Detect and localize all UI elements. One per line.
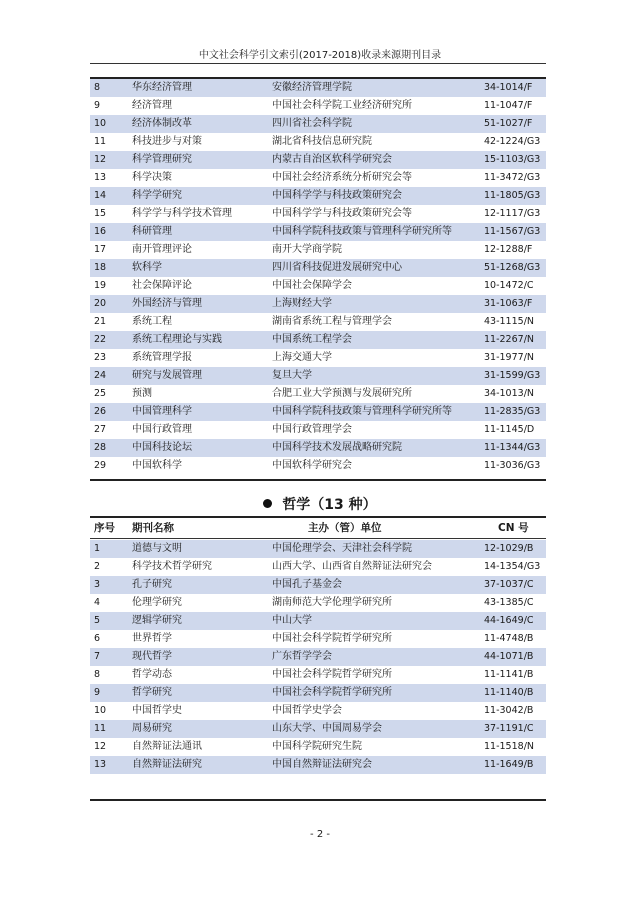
- row-number: 8: [90, 666, 128, 684]
- sponsor-unit: 上海财经大学: [268, 295, 480, 313]
- cn-number: 11-1344/G3: [480, 439, 546, 457]
- sponsor-unit: 山西大学、山西省自然辩证法研究会: [268, 558, 480, 576]
- table-row: [90, 187, 546, 205]
- journal-name: 科技进步与对策: [128, 133, 268, 151]
- table-row: [90, 666, 546, 684]
- journal-name: 中国行政管理: [128, 421, 268, 439]
- row-number: 20: [90, 295, 128, 313]
- cn-number: 11-1649/B: [480, 756, 546, 774]
- table-row: [90, 594, 546, 612]
- sponsor-unit: 复旦大学: [268, 367, 480, 385]
- table-row: [90, 421, 546, 439]
- sponsor-unit: 四川省科技促进发展研究中心: [268, 259, 480, 277]
- cn-number: 11-1805/G3: [480, 187, 546, 205]
- journal-name: 科学决策: [128, 169, 268, 187]
- page-number: - 2 -: [310, 829, 330, 840]
- row-number: 28: [90, 439, 128, 457]
- table-row: [90, 241, 546, 259]
- journal-name: 中国科技论坛: [128, 439, 268, 457]
- row-number: 26: [90, 403, 128, 421]
- journal-name: 经济体制改革: [128, 115, 268, 133]
- journal-name: 哲学研究: [128, 684, 268, 702]
- sponsor-unit: 中国社会科学院哲学研究所: [268, 666, 480, 684]
- cn-number: 34-1013/N: [480, 385, 546, 403]
- journal-name: 自然辩证法通讯: [128, 738, 268, 756]
- cn-number: 44-1649/C: [480, 612, 546, 630]
- row-number: 19: [90, 277, 128, 295]
- table1-bottom-rule: [90, 479, 546, 481]
- table-row: [90, 313, 546, 331]
- journal-table-philosophy: [90, 540, 546, 774]
- sponsor-unit: 中国科学学与科技政策研究会: [268, 187, 480, 205]
- table1-body: [90, 79, 546, 475]
- cn-number: 10-1472/C: [480, 277, 546, 295]
- sponsor-unit: 中国孔子基金会: [268, 576, 480, 594]
- table2-header: [90, 518, 546, 538]
- table-row: [90, 259, 546, 277]
- cn-number: 31-1063/F: [480, 295, 546, 313]
- table-row: [90, 205, 546, 223]
- sponsor-unit: 中国科学院科技政策与管理科学研究所等: [268, 403, 480, 421]
- journal-name: 系统工程: [128, 313, 268, 331]
- journal-name: 科学学研究: [128, 187, 268, 205]
- row-number: 17: [90, 241, 128, 259]
- sponsor-unit: 湖南省系统工程与管理学会: [268, 313, 480, 331]
- table-row: [90, 684, 546, 702]
- header-no: 序号: [90, 518, 128, 538]
- row-number: 13: [90, 756, 128, 774]
- row-number: 18: [90, 259, 128, 277]
- table-row: [90, 756, 546, 774]
- table-row: [90, 367, 546, 385]
- cn-number: 11-3042/B: [480, 702, 546, 720]
- row-number: 15: [90, 205, 128, 223]
- sponsor-unit: 内蒙古自治区软科学研究会: [268, 151, 480, 169]
- section-title-text: 哲学（13 种）: [282, 497, 377, 513]
- cn-number: 51-1268/G3: [480, 259, 546, 277]
- sponsor-unit: 湖南师范大学伦理学研究所: [268, 594, 480, 612]
- row-number: 27: [90, 421, 128, 439]
- sponsor-unit: 中国科学学与科技政策研究会等: [268, 205, 480, 223]
- cn-number: 11-1141/B: [480, 666, 546, 684]
- journal-name: 逻辑学研究: [128, 612, 268, 630]
- journal-name: 系统管理学报: [128, 349, 268, 367]
- cn-number: 11-3472/G3: [480, 169, 546, 187]
- table2-bottom-rule: [90, 799, 546, 801]
- cn-number: 11-2267/N: [480, 331, 546, 349]
- cn-number: 11-1047/F: [480, 97, 546, 115]
- table-row: [90, 558, 546, 576]
- cn-number: 11-4748/B: [480, 630, 546, 648]
- sponsor-unit: 中国伦理学会、天津社会科学院: [268, 540, 480, 558]
- header-sponsor: 主办（管）单位: [268, 518, 480, 538]
- cn-number: 51-1027/F: [480, 115, 546, 133]
- journal-name: 道德与文明: [128, 540, 268, 558]
- sponsor-unit: 南开大学商学院: [268, 241, 480, 259]
- row-number: 4: [90, 594, 128, 612]
- table-row: [90, 79, 546, 97]
- sponsor-unit: 山东大学、中国周易学会: [268, 720, 480, 738]
- row-number: 2: [90, 558, 128, 576]
- cn-number: 11-3036/G3: [480, 457, 546, 475]
- journal-name: 世界哲学: [128, 630, 268, 648]
- row-number: 24: [90, 367, 128, 385]
- journal-name: 研究与发展管理: [128, 367, 268, 385]
- row-number: 12: [90, 738, 128, 756]
- row-number: 9: [90, 684, 128, 702]
- table-row: [90, 439, 546, 457]
- cn-number: 15-1103/G3: [480, 151, 546, 169]
- table-row: [90, 720, 546, 738]
- table2-body: [90, 540, 546, 774]
- row-number: 25: [90, 385, 128, 403]
- row-number: 5: [90, 612, 128, 630]
- table-row: [90, 115, 546, 133]
- journal-name: 科学技术哲学研究: [128, 558, 268, 576]
- journal-name: 预测: [128, 385, 268, 403]
- cn-number: 11-1145/D: [480, 421, 546, 439]
- table-row: [90, 151, 546, 169]
- row-number: 14: [90, 187, 128, 205]
- table-row: [90, 331, 546, 349]
- row-number: 11: [90, 720, 128, 738]
- cn-number: 43-1385/C: [480, 594, 546, 612]
- table-row: [90, 133, 546, 151]
- section-title-philosophy: [0, 494, 640, 514]
- sponsor-unit: 中山大学: [268, 612, 480, 630]
- journal-table-management: [90, 79, 546, 475]
- row-number: 9: [90, 97, 128, 115]
- cn-number: 11-2835/G3: [480, 403, 546, 421]
- sponsor-unit: 四川省社会科学院: [268, 115, 480, 133]
- table-row: [90, 576, 546, 594]
- table-row: [90, 349, 546, 367]
- table-row: [90, 612, 546, 630]
- journal-name: 系统工程理论与实践: [128, 331, 268, 349]
- cn-number: 37-1037/C: [480, 576, 546, 594]
- sponsor-unit: 中国哲学史学会: [268, 702, 480, 720]
- table-row: [90, 223, 546, 241]
- journal-name: 现代哲学: [128, 648, 268, 666]
- journal-name: 中国哲学史: [128, 702, 268, 720]
- journal-name: 伦理学研究: [128, 594, 268, 612]
- journal-name: 中国软科学: [128, 457, 268, 475]
- row-number: 23: [90, 349, 128, 367]
- sponsor-unit: 合肥工业大学预测与发展研究所: [268, 385, 480, 403]
- journal-name: 孔子研究: [128, 576, 268, 594]
- row-number: 22: [90, 331, 128, 349]
- journal-name: 科学管理研究: [128, 151, 268, 169]
- sponsor-unit: 安徽经济管理学院: [268, 79, 480, 97]
- cn-number: 11-1518/N: [480, 738, 546, 756]
- cn-number: 44-1071/B: [480, 648, 546, 666]
- row-number: 29: [90, 457, 128, 475]
- header-cn: CN 号: [480, 518, 546, 538]
- cn-number: 43-1115/N: [480, 313, 546, 331]
- row-number: 10: [90, 115, 128, 133]
- journal-name: 周易研究: [128, 720, 268, 738]
- sponsor-unit: 中国社会科学院工业经济研究所: [268, 97, 480, 115]
- journal-name: 经济管理: [128, 97, 268, 115]
- page-header: 中文社会科学引文索引(2017-2018)收录来源期刊目录: [198, 50, 442, 61]
- sponsor-unit: 中国自然辩证法研究会: [268, 756, 480, 774]
- sponsor-unit: 上海交通大学: [268, 349, 480, 367]
- table-row: [90, 648, 546, 666]
- cn-number: 12-1117/G3: [480, 205, 546, 223]
- table-row: [90, 277, 546, 295]
- journal-name: 中国管理科学: [128, 403, 268, 421]
- journal-name: 科研管理: [128, 223, 268, 241]
- table-row: [90, 97, 546, 115]
- journal-name: 哲学动态: [128, 666, 268, 684]
- row-number: 16: [90, 223, 128, 241]
- sponsor-unit: 中国社会保障学会: [268, 277, 480, 295]
- cn-number: 11-1567/G3: [480, 223, 546, 241]
- cn-number: 11-1140/B: [480, 684, 546, 702]
- sponsor-unit: 中国行政管理学会: [268, 421, 480, 439]
- cn-number: 37-1191/C: [480, 720, 546, 738]
- row-number: 3: [90, 576, 128, 594]
- bullet-icon: [263, 499, 272, 508]
- journal-name: 外国经济与管理: [128, 295, 268, 313]
- table-row: [90, 385, 546, 403]
- sponsor-unit: 中国软科学研究会: [268, 457, 480, 475]
- table-row: [90, 295, 546, 313]
- table-row: [90, 540, 546, 558]
- cn-number: 12-1288/F: [480, 241, 546, 259]
- sponsor-unit: 广东哲学学会: [268, 648, 480, 666]
- table-row: [90, 457, 546, 475]
- row-number: 1: [90, 540, 128, 558]
- row-number: 21: [90, 313, 128, 331]
- cn-number: 12-1029/B: [480, 540, 546, 558]
- journal-name: 科学学与科学技术管理: [128, 205, 268, 223]
- row-number: 11: [90, 133, 128, 151]
- cn-number: 31-1977/N: [480, 349, 546, 367]
- row-number: 6: [90, 630, 128, 648]
- table-row: [90, 630, 546, 648]
- row-number: 10: [90, 702, 128, 720]
- row-number: 8: [90, 79, 128, 97]
- sponsor-unit: 中国社会科学院哲学研究所: [268, 684, 480, 702]
- sponsor-unit: 中国系统工程学会: [268, 331, 480, 349]
- sponsor-unit: 中国社会科学院哲学研究所: [268, 630, 480, 648]
- table-row: [90, 169, 546, 187]
- journal-name: 南开管理评论: [128, 241, 268, 259]
- header-rule: [90, 63, 546, 64]
- journal-name: 社会保障评论: [128, 277, 268, 295]
- sponsor-unit: 湖北省科技信息研究院: [268, 133, 480, 151]
- cn-number: 31-1599/G3: [480, 367, 546, 385]
- sponsor-unit: 中国科学院科技政策与管理科学研究所等: [268, 223, 480, 241]
- sponsor-unit: 中国社会经济系统分析研究会等: [268, 169, 480, 187]
- journal-name: 自然辩证法研究: [128, 756, 268, 774]
- table-row: [90, 702, 546, 720]
- sponsor-unit: 中国科学院研究生院: [268, 738, 480, 756]
- journal-name: 软科学: [128, 259, 268, 277]
- sponsor-unit: 中国科学技术发展战略研究院: [268, 439, 480, 457]
- cn-number: 42-1224/G3: [480, 133, 546, 151]
- cn-number: 14-1354/G3: [480, 558, 546, 576]
- row-number: 12: [90, 151, 128, 169]
- table-row: [90, 403, 546, 421]
- cn-number: 34-1014/F: [480, 79, 546, 97]
- table2-header-rule: [90, 538, 546, 539]
- journal-name: 华东经济管理: [128, 79, 268, 97]
- header-name: 期刊名称: [128, 518, 268, 538]
- table-row: [90, 738, 546, 756]
- row-number: 13: [90, 169, 128, 187]
- row-number: 7: [90, 648, 128, 666]
